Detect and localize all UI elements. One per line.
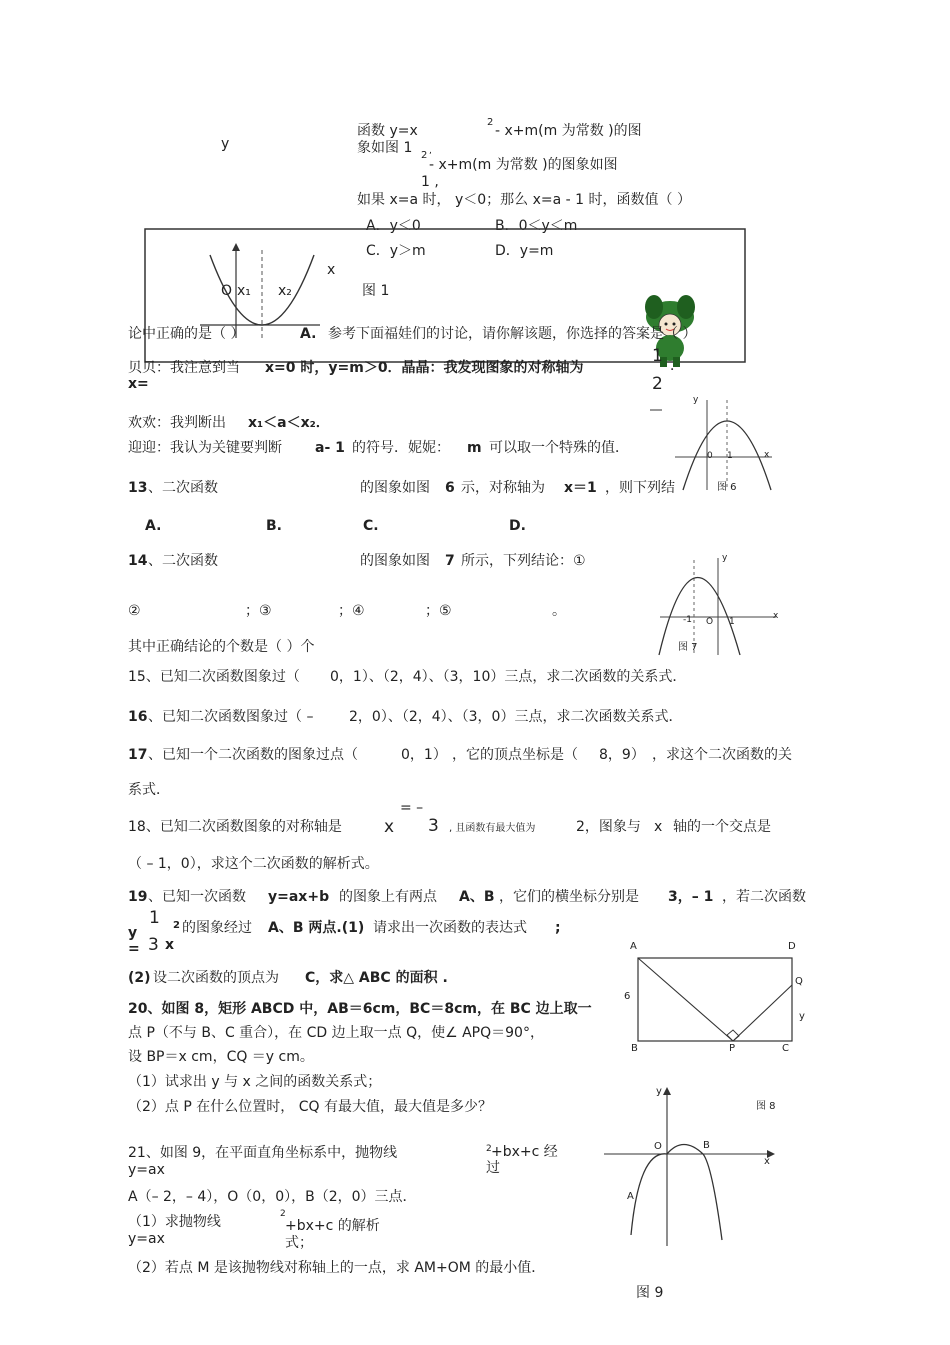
q14-conclusion: 其中正确结论的个数是（ ）个 [128, 639, 315, 655]
x-equals-label: x= [128, 376, 149, 392]
q19-y: y [128, 925, 138, 941]
q12-stem-e: 1 , [421, 174, 439, 190]
q13-number: 13 [128, 480, 148, 496]
figure-1-x2-label: x₂ [278, 283, 292, 299]
q12-sup1: 2 [487, 117, 494, 128]
figure-8-label-p: P [729, 1043, 736, 1054]
q20-line-b: 点 P（不与 B、C 重合），在 CD 边上取一点 Q，使∠ APQ＝90°， [128, 1025, 544, 1041]
q19-text-g: ，若二次函数 [722, 889, 806, 905]
q17-text-e: ，求这个二次函数的关 [652, 747, 792, 763]
q19-text-f: 3，– 1 [668, 889, 714, 905]
q14-text-a: 、二次函数 [148, 553, 218, 569]
huanhuan-text-a: 欢欢：我判断出 [128, 415, 226, 431]
q19-text-d: A、B [459, 889, 495, 905]
q13-option-c: C. [363, 518, 379, 534]
q12-option-a: A．y＜0 [366, 218, 421, 234]
q14-item-2: ② [128, 603, 141, 619]
q21-sup2: 2 [280, 1209, 286, 1219]
figure-6-y-label: y [693, 395, 699, 405]
q19-text-h: 的图象经过 [182, 920, 252, 936]
figure-9-b-label: B [703, 1140, 710, 1151]
figure-9-origin-label: O [654, 1141, 662, 1152]
beibei-text-a: 贝贝：我注意到当 [128, 360, 240, 376]
q14-number: 14 [128, 553, 148, 569]
figure-6-x-label: x [764, 450, 770, 460]
q19-text-b: y=ax+b [268, 889, 330, 905]
q18-three: 3 [428, 816, 439, 836]
q21-text-a: 21、如图 9，在平面直角坐标系中，抛物线 [128, 1145, 398, 1161]
figure-7-minus1-label: -1 [683, 615, 692, 625]
q12-stem-a: 函数 y=x [357, 123, 418, 139]
q18-text-b: , 且函数有最大值为 [449, 823, 536, 834]
q20-line-d: （1）试求出 y 与 x 之间的函数关系式； [128, 1074, 382, 1090]
q19-sup2: 2 [173, 920, 180, 931]
q18-text-a: 18、已知二次函数图象的对称轴是 [128, 819, 342, 835]
q18-text-f: （ – 1，0），求这个二次函数的解析式。 [128, 856, 379, 872]
q19-text-e: ，它们的横坐标分别是 [499, 889, 639, 905]
q13-text-c: 6 [445, 480, 455, 496]
figure-9-caption: 图 9 [636, 1285, 664, 1301]
q20-line-e: （2）点 P 在什么位置时， CQ 有最大值，最大值是多少？ [128, 1099, 492, 1115]
figure-9-y-label: y [656, 1086, 662, 1097]
yingying-text-d: m [467, 440, 482, 456]
figure-6-origin-label: 0 [707, 451, 713, 461]
figure-1-x1-label: x₁ [237, 283, 251, 299]
q20-line-a: 20、如图 8，矩形 ABCD 中，AB＝6cm，BC＝8cm，在 BC 边上取一 [128, 1001, 592, 1017]
q21-text-c: +bx+c 经 [491, 1144, 558, 1160]
q12-comma1: , [429, 146, 432, 156]
figure-8-label-c: C [782, 1043, 789, 1054]
fraction-numerator: 1 [652, 346, 663, 366]
q18-text-c: 2，图象与 [576, 819, 641, 835]
q16-text-b: 2，0）、（2，4）、（3，0）三点，求二次函数关系式． [349, 709, 683, 725]
q16-number: 16 [128, 709, 148, 725]
q19-equals: = [128, 941, 140, 957]
q19-frac-three: 3 [148, 935, 159, 955]
q18-text-e: 轴的一个交点是 [673, 819, 771, 835]
q17-text-f: 系式． [128, 782, 170, 798]
q14-item-5: ；⑤ [425, 603, 452, 619]
q21-text-e: A（– 2，– 4），O（0，0），B（2，0）三点． [128, 1189, 417, 1205]
q13-text-e: x＝1 [564, 480, 597, 496]
q18-equals-minus: = – [400, 800, 424, 816]
q17-number: 17 [128, 747, 148, 763]
q14-item-end: 。 [552, 603, 566, 619]
figure-6-caption: 图 6 [717, 482, 737, 493]
q21-text-h: +bx+c 的解析 [285, 1218, 380, 1234]
q13-option-a: A. [145, 518, 162, 534]
figure-9-parabola [631, 1145, 722, 1241]
figure-8-label-y: y [799, 1011, 805, 1022]
figure-8-label-b: B [631, 1043, 638, 1054]
yingying-text-e: 可以取一个特殊的值． [489, 440, 629, 456]
q21-text-g: y=ax [128, 1231, 165, 1247]
figure-7-origin-label: O [706, 617, 714, 627]
q19-text-c: 的图象上有两点 [339, 889, 437, 905]
figure-8-label-q: Q [795, 976, 803, 987]
q21-text-j: （2）若点 M 是该抛物线对称轴上的一点，求 AM+OM 的最小值． [128, 1260, 546, 1276]
beibei-text-b: x=0 时，y=m＞0．晶晶：我发现图象的对称轴为 [265, 360, 584, 376]
q13-text-b: 的图象如图 [360, 480, 430, 496]
q13-text-d: 示，对称轴为 [461, 480, 545, 496]
fraction-denominator: 2 [652, 374, 663, 394]
q12-stem-c: 象如图 1 [357, 140, 413, 156]
q14-item-4: ；④ [338, 603, 365, 619]
q21-text-f: （1）求抛物线 [128, 1214, 221, 1230]
q12-sup2: 2 [421, 150, 428, 161]
q19-text-m: 设二次函数的顶点为 [153, 970, 279, 986]
figure-9-a-label: A [627, 1191, 634, 1202]
q17-text-d: 8，9） [599, 747, 645, 763]
q19-frac-one: 1 [149, 908, 160, 928]
q17-text-a: 、已知一个二次函数的图象过点（ [148, 747, 358, 763]
yingying-text-a: 迎迎：我认为关键要判断 [128, 440, 282, 456]
figure-1-x-label: x [327, 262, 336, 278]
figure-7-caption: 图 7 [678, 642, 698, 653]
figure-9-x-label: x [764, 1156, 770, 1167]
q12-option-b: B．0＜y＜m [495, 218, 578, 234]
q14-text-c: 7 [445, 553, 455, 569]
q17-text-c: ，它的顶点坐标是（ [452, 747, 578, 763]
q15-text-a: 15、已知二次函数图象过（ [128, 669, 300, 685]
q17-text-b: 0，1） [401, 747, 447, 763]
q14-item-3: ；③ [245, 603, 272, 619]
q12-option-d: D．y=m [495, 243, 554, 259]
figure-7-one-label: 1 [729, 617, 735, 627]
q13-text-a: 、二次函数 [148, 480, 218, 496]
figure-6-one-label: 1 [727, 451, 733, 461]
q21-text-i: 式； [285, 1235, 313, 1251]
fraction-dot: ． [670, 358, 684, 374]
figure-8-label-a: A [630, 941, 637, 952]
figure-7-y-label: y [722, 553, 728, 563]
q12-stem-d: - x+m(m 为常数 )的图象如图 [429, 157, 618, 173]
q15-text-b: 0，1）、（2，4）、（3，10）三点，求二次函数的关系式． [330, 669, 687, 685]
huanhuan-text-b: x₁＜a＜x₂． [248, 415, 330, 431]
q18-x: x [384, 817, 395, 837]
discussion-line1b: 参考下面福娃们的讨论，请你解该题，你选择的答案是（ ） [328, 326, 697, 342]
figure-8-label-6: 6 [624, 991, 631, 1002]
q12-y-label: y [221, 136, 230, 152]
q12-stem-f: 如果 x=a 时， y＜0；那么 x=a - 1 时，函数值（ ） [357, 192, 691, 208]
q19-text-j: 请求出一次函数的表达式 [373, 920, 527, 936]
figure-8-caption: 图 8 [756, 1101, 776, 1112]
q19-number: 19 [128, 889, 148, 905]
q21-text-d: 过 [486, 1160, 500, 1176]
discussion-a-label: A. [300, 326, 317, 342]
figure-1-caption: 图 1 [362, 283, 390, 299]
q14-text-d: 所示，下列结论：① [461, 553, 586, 569]
figure-7-x-label: x [773, 611, 779, 621]
q13-option-b: B. [266, 518, 282, 534]
q19-text-k: ; [555, 920, 561, 936]
q19-text-i: A、B 两点.(1) [268, 920, 365, 936]
q18-text-d: x [654, 819, 663, 835]
q19-x: x [165, 937, 175, 953]
q12-option-c: C．y＞m [366, 243, 426, 259]
yingying-text-c: 的符号．妮妮： [352, 440, 450, 456]
q13-text-f: ，则下列结 [605, 480, 675, 496]
figure-8-label-d: D [788, 941, 796, 952]
q16-text-a: 、已知二次函数图象过（ – [148, 709, 314, 725]
q13-option-d: D. [509, 518, 526, 534]
figure-1-origin-label: O [221, 283, 233, 299]
q19-text-n: C，求△ ABC 的面积 . [305, 970, 448, 986]
q19-text-l: (2) [128, 970, 151, 986]
discussion-line1: 论中正确的是（ ） [128, 326, 245, 342]
q12-stem-b: - x+m(m 为常数 )的图 [495, 123, 642, 139]
q21-text-b: y=ax [128, 1162, 165, 1178]
q20-line-c: 设 BP＝x cm，CQ ＝y cm。 [128, 1049, 314, 1065]
yingying-text-b: a- 1 [315, 440, 345, 456]
figure-9-y-arrow [663, 1087, 671, 1095]
q14-text-b: 的图象如图 [360, 553, 430, 569]
q21-sup: 2 [486, 1144, 492, 1154]
q19-text-a: 、已知一次函数 [148, 889, 246, 905]
